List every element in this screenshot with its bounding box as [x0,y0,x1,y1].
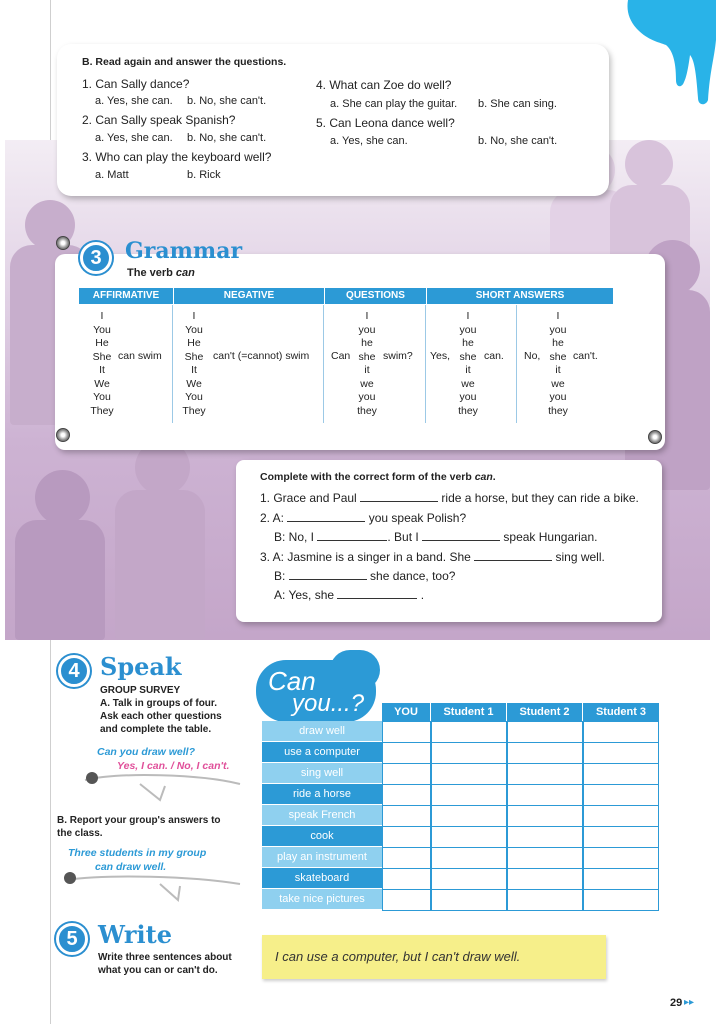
col-student-1: Student 1 [431,703,506,721]
speak-instruction-b2: the class. [57,828,103,839]
survey-cell[interactable] [583,805,659,827]
survey-cell[interactable] [507,826,583,848]
write-title: Write [98,920,172,949]
section-number-4: 4 [58,655,90,687]
header-affirmative: AFFIRMATIVE [79,288,173,304]
survey-cell[interactable] [583,826,659,848]
affirmative-subjects: I You He She It We You They [90,310,114,417]
answer-4b: b. She can sing. [478,98,557,110]
affirmative-verb: can swim [118,350,162,362]
short-no-cant: can't. [573,350,598,362]
activity-label: ride a horse [262,784,382,804]
complete-title: Complete with the correct form of the verb can. [260,471,496,483]
answer-2b: b. No, she can't. [187,132,267,144]
survey-cell[interactable] [583,721,659,743]
activity-label: skateboard [262,868,382,888]
header-negative: NEGATIVE [174,288,324,304]
survey-cell[interactable] [431,805,507,827]
answer-1a: a. Yes, she can. [95,95,173,107]
short-yes-can: can. [484,350,504,362]
activity-label: cook [262,826,382,846]
question-subjects: I you he she it we you they [357,310,377,417]
column-divider [323,305,324,423]
survey-cell[interactable] [583,763,659,785]
survey-cell[interactable] [507,742,583,764]
survey-cell[interactable] [382,889,431,911]
activity-label: take nice pictures [262,889,382,909]
speak-instruction-a2: Ask each other questions [100,711,222,722]
speak-instruction-b1: B. Report your group's answers to [57,815,221,826]
question-1: 1. Can Sally dance? [82,77,190,91]
survey-cell[interactable] [583,868,659,890]
speak-title: Speak [100,652,182,681]
complete-line-3: B: No, I . But I speak Hungarian. [274,530,598,544]
answer-3b: b. Rick [187,169,221,181]
col-student-3: Student 3 [583,703,659,721]
activity-label: play an instrument [262,847,382,867]
survey-cell[interactable] [431,847,507,869]
screw-icon [56,428,70,442]
report-example-1: Three students in my group [68,847,207,859]
cloud-text-can: Can [268,666,316,696]
example-answer: Yes, I can. / No, I can't. [117,760,230,772]
survey-cell[interactable] [382,763,431,785]
short-yes: Yes, [430,350,451,362]
survey-cell[interactable] [507,847,583,869]
survey-cell[interactable] [431,763,507,785]
report-example-2: can draw well. [95,861,167,873]
survey-cell[interactable] [583,889,659,911]
complete-line-1: 1. Grace and Paul ride a horse, but they can ride a bike. [260,491,639,505]
survey-cell[interactable] [583,784,659,806]
survey-cell[interactable] [382,805,431,827]
survey-cell[interactable] [507,889,583,911]
survey-cell[interactable] [382,826,431,848]
question-can: Can [331,350,351,362]
speak-instruction-a3: and complete the table. [100,724,212,735]
survey-cell[interactable] [382,784,431,806]
answer-5a: a. Yes, she can. [330,135,408,147]
screw-icon [56,236,70,250]
question-5: 5. Can Leona dance well? [316,116,455,130]
section-number-3: 3 [80,242,112,274]
exercise-b-title: B. Read again and answer the questions. [82,56,287,68]
complete-line-2: 2. A: you speak Polish? [260,511,467,525]
grammar-title: Grammar [125,238,243,264]
survey-cell[interactable] [382,721,431,743]
negative-verb: can't (=cannot) swim [213,350,310,362]
answer-4a: a. She can play the guitar. [330,98,458,110]
header-short-answers: SHORT ANSWERS [427,288,613,304]
activity-label: draw well [262,721,382,741]
section-number-5: 5 [56,923,88,955]
survey-cell[interactable] [507,868,583,890]
negative-subjects: I You He She It We You They [182,310,206,417]
answer-3a: a. Matt [95,169,129,181]
survey-cell[interactable] [431,826,507,848]
survey-cell[interactable] [382,742,431,764]
header-questions: QUESTIONS [325,288,426,304]
survey-cell[interactable] [431,784,507,806]
cloud-shape [330,650,380,690]
paint-drip-decoration [618,0,716,105]
page-number: 29 [670,997,683,1009]
survey-cell[interactable] [431,742,507,764]
speech-line-icon [60,868,245,904]
survey-cell[interactable] [583,847,659,869]
short-no-subjects: I you he she it we you they [548,310,568,417]
survey-cell[interactable] [431,868,507,890]
survey-cell[interactable] [583,742,659,764]
cloud-text-you: you...? [292,690,365,717]
example-question: Can you draw well? [97,746,196,758]
short-no: No, [524,350,541,362]
activity-label: use a computer [262,742,382,762]
survey-cell[interactable] [382,847,431,869]
short-yes-subjects: I you he she it we you they [458,310,478,417]
answer-2a: a. Yes, she can. [95,132,173,144]
survey-cell[interactable] [507,721,583,743]
answer-5b: b. No, she can't. [478,135,558,147]
next-arrow-icon: ▸▸ [684,997,695,1008]
speech-line-icon [80,766,245,806]
activity-label: sing well [262,763,382,783]
complete-line-4: 3. A: Jasmine is a singer in a band. She sing well. [260,550,605,564]
speak-subtitle: GROUP SURVEY [100,685,181,696]
question-3: 3. Who can play the keyboard well? [82,150,272,164]
survey-cell[interactable] [507,805,583,827]
question-verb: swim? [383,350,413,362]
screw-icon [648,430,662,444]
survey-cell[interactable] [431,889,507,911]
answer-1b: b. No, she can't. [187,95,267,107]
column-divider [516,305,517,423]
grammar-subtitle: The verb can [127,267,195,279]
activity-label: speak French [262,805,382,825]
question-2: 2. Can Sally speak Spanish? [82,113,236,127]
question-4: 4. What can Zoe do well? [316,78,452,92]
write-instruction-2: what you can or can't do. [98,965,218,976]
column-divider [425,305,426,423]
example-note-text: I can use a computer, but I can't draw well. [275,949,521,964]
col-you: YOU [382,703,430,721]
survey-cell[interactable] [382,868,431,890]
complete-line-5: B: she dance, too? [274,569,456,583]
survey-cell[interactable] [507,784,583,806]
speak-instruction-a1: A. Talk in groups of four. [100,698,218,709]
col-student-2: Student 2 [507,703,582,721]
write-instruction-1: Write three sentences about [98,952,232,963]
complete-line-6: A: Yes, she . [274,588,425,602]
survey-cell[interactable] [431,721,507,743]
survey-cell[interactable] [507,763,583,785]
